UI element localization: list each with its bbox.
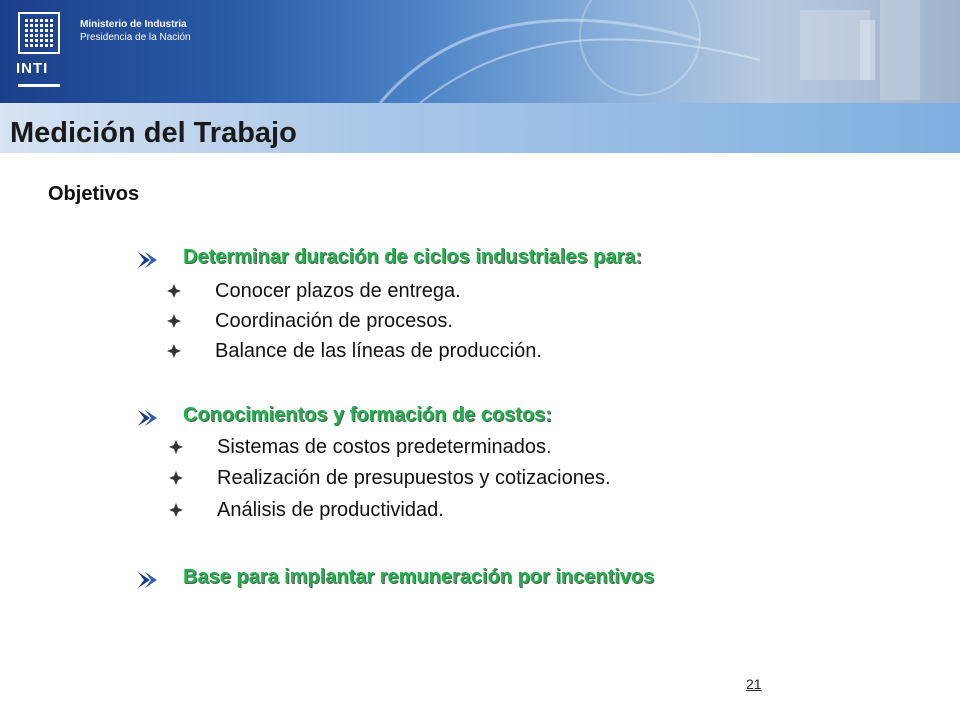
page-number: 21	[746, 676, 762, 692]
star-bullet-icon	[166, 283, 182, 299]
ministry-line-1: Ministerio de Industria	[80, 19, 187, 30]
star-bullet-icon	[168, 502, 184, 518]
star-bullet-icon	[168, 470, 184, 486]
star-bullet-icon	[166, 313, 182, 329]
logo-text: INTI	[16, 60, 49, 77]
header-decoration	[0, 0, 960, 103]
list-item: Coordinación de procesos.	[215, 310, 453, 332]
list-item: Conocer plazos de entrega.	[215, 280, 461, 302]
star-bullet-icon	[168, 439, 184, 455]
section-heading: Determinar duración de ciclos industriales para:	[183, 246, 643, 268]
logo-rule	[18, 84, 60, 87]
section-heading: Conocimientos y formación de costos:	[183, 404, 552, 426]
list-item: Realización de presupuestos y cotizaciones.	[217, 467, 611, 489]
slide-subtitle: Objetivos	[48, 183, 140, 205]
list-item: Balance de las líneas de producción.	[215, 340, 542, 362]
section-heading: Base para implantar remuneración por incentivos	[183, 566, 655, 588]
ministry-caption	[80, 18, 191, 44]
header-banner	[0, 0, 960, 103]
list-item: Sistemas de costos predeterminados.	[217, 436, 552, 458]
slide-title: Medición del Trabajo	[10, 117, 297, 149]
ministry-line-2: Presidencia de la Nación	[80, 32, 191, 43]
list-item: Análisis de productividad.	[217, 499, 444, 521]
chevron-right-icon	[136, 250, 160, 270]
inti-logo-icon	[18, 12, 60, 54]
chevron-right-icon	[136, 570, 160, 590]
chevron-right-icon	[136, 408, 160, 428]
star-bullet-icon	[166, 343, 182, 359]
